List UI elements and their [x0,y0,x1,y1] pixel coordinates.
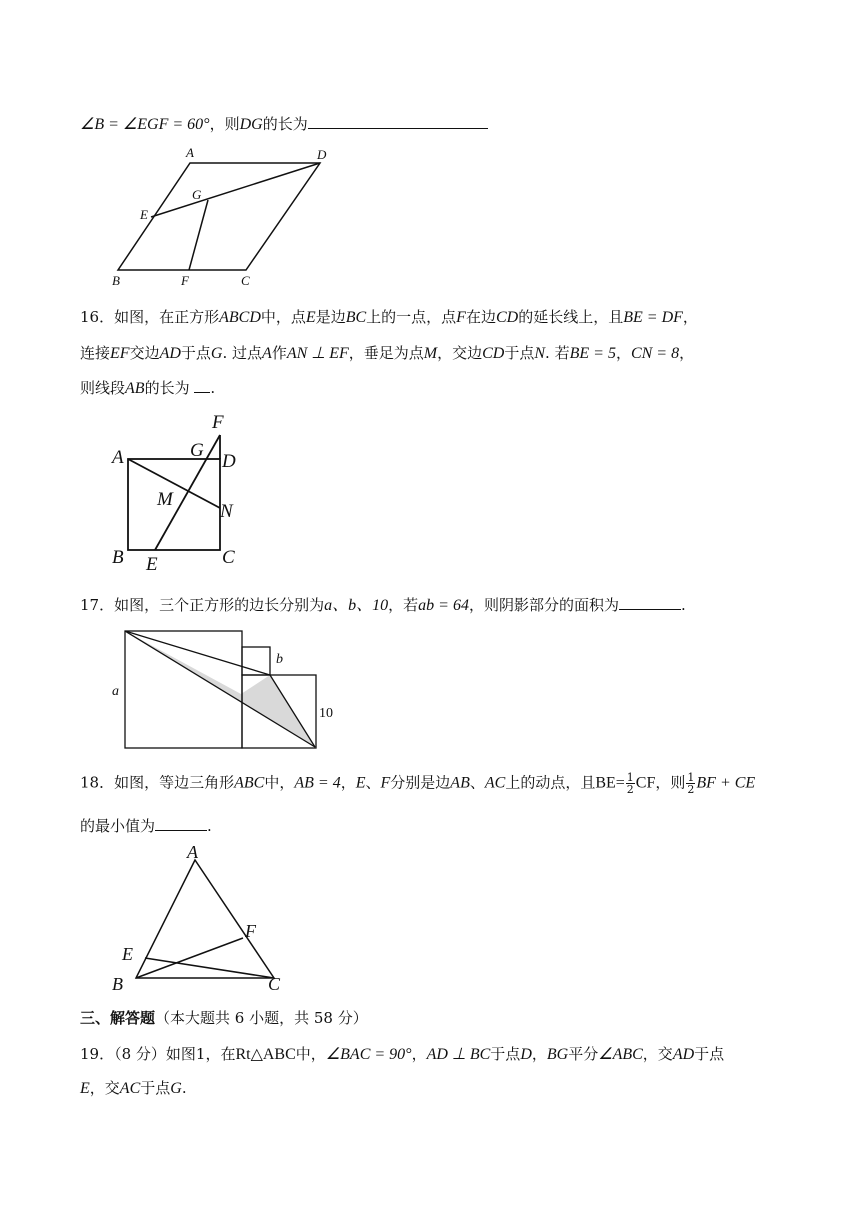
fig16-label-a: A [112,447,124,468]
answer-blank [194,378,210,393]
q17-line: 17．如图，三个正方形的边长分别为a、b、10，若ab = 64，则阴影部分的面积为 . [80,596,686,614]
fig15-label-a: A [186,145,194,160]
q19-line1: 19．（8 分）如图1，在Rt△ABC中，∠BAC = 90°，AD ⊥ BC于点D，BG平分∠ABC，交AD于点 [80,1045,725,1063]
fig16-label-b: B [112,547,124,568]
answer-blank [155,816,207,831]
figure-17 [108,625,348,755]
fig17-label-a: a [112,684,119,699]
fig18-label-b: B [112,974,123,994]
fig18-label-f: F [245,921,256,941]
fig17-label-10: 10 [319,706,333,721]
fig18-label-c: C [268,974,281,994]
fig16-label-n: N [220,501,233,522]
section-3-note: （本大题共 6 小题，共 58 分） [155,1009,368,1027]
fig15-label-g: G [192,187,202,202]
q15-formula: ∠B = ∠EGF = 60° [80,116,210,133]
q18-line1: 18．如图，等边三角形ABC中，AB = 4，E、F分别是边AB、AC上的动点，且BE= $\frac{1}{2}$ CF，则 $\frac{1}{2}$ BF + CE [80,771,756,796]
q18-line2: 的最小值为 . [80,817,212,835]
q15-tail-line: ∠B = ∠EGF = 60°，则DG的长为 [80,114,488,135]
fraction: $\frac{1}{2}$ [626,771,634,796]
q19-line2: E，交AC于点G. [80,1079,187,1097]
figure-18 [108,840,298,995]
fig16-label-g: G [190,440,204,461]
fig15-label-d: D [317,147,327,162]
fig18-label-a: A [187,842,198,862]
q16-line1: 16．如图，在正方形ABCD中，点E是边BC上的一点，点F在边CD的延长线上，且BE = DF， [80,308,698,326]
fig15-label-f: F [181,273,189,288]
fig16-label-d: D [222,451,236,472]
fig16-label-c: C [222,547,235,568]
section-3-heading [80,1008,368,1028]
answer-blank [619,595,681,610]
fraction: $\frac{1}{2}$ [687,771,695,796]
fig15-label-c: C [241,273,250,288]
fig16-label-f: F [212,412,224,433]
figure-15 [110,145,340,290]
section-3-title: 三、解答题 [80,1009,156,1027]
fig18-label-e: E [122,944,133,964]
q16-line3: 则线段AB的长为 . [80,379,216,397]
q16-line2: 连接EF交边AD于点G. 过点A作AN ⊥ EF，垂足为点M，交边CD于点N. 若BE = 5，CN = 8， [80,344,695,362]
answer-blank [308,114,488,129]
figure-16 [108,410,258,575]
fig15-label-e: E [140,207,148,222]
fig16-label-m: M [157,489,173,510]
fig16-label-e: E [146,554,158,575]
fig15-label-b: B [112,273,120,288]
fig17-label-b: b [276,652,283,667]
